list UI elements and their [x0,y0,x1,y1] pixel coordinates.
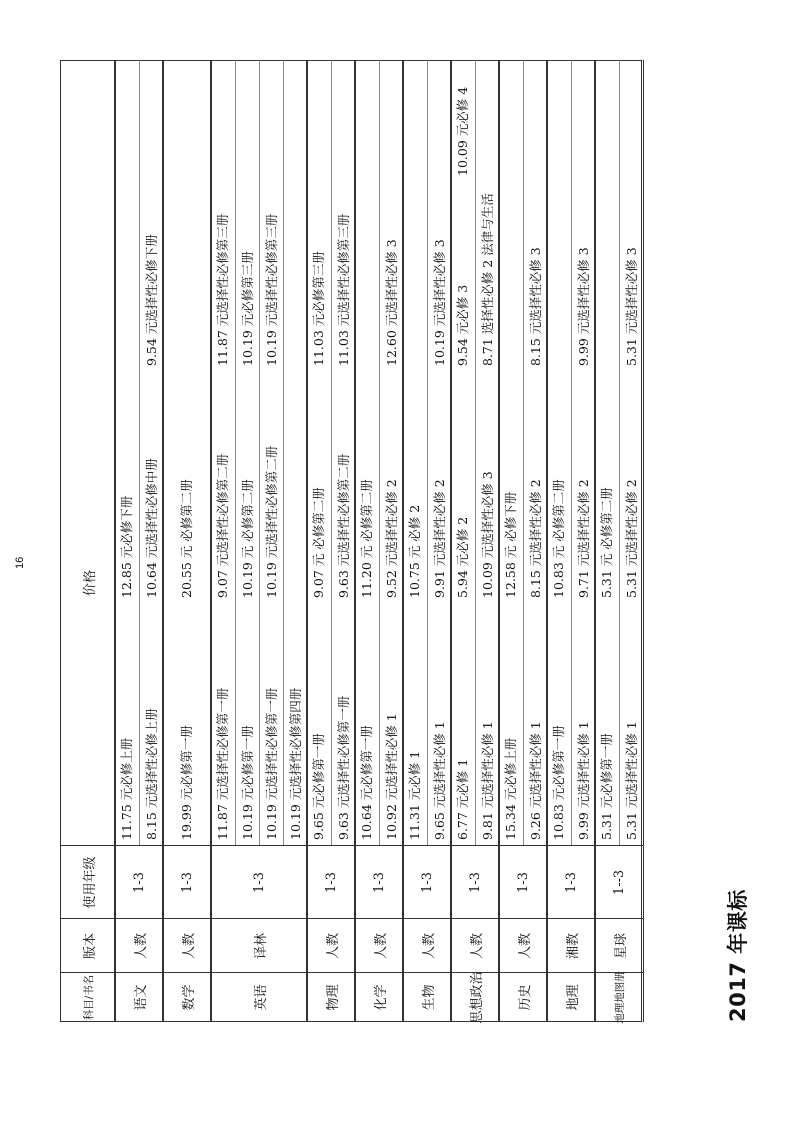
price-entry: 9.81 元选择性必修 1 [480,721,495,840]
price-line [307,60,331,846]
grade-cell: 1-3 [179,872,195,893]
page-title: 2017 年课标 [726,889,750,1022]
price-entry: 11.20 元 必修第二册 [359,479,374,598]
publisher-cell: 湘教 [565,933,581,960]
price-entry: 12.60 元选择性必修 3 [384,239,399,366]
price-line [403,60,427,846]
price-entry: 10.09 元选择性必修 3 [480,471,495,598]
price-entry: 9.07 元选择性必修第二册 [215,453,230,598]
grade-cell: 1-3 [563,872,579,893]
subject-cell: 地理 [565,984,581,1011]
price-entry: 8.15 元选择性必修上册 [144,708,159,840]
subject-cell: 化学 [373,984,389,1011]
price-line [427,60,452,846]
price-entry: 9.65 元必修第一册 [311,733,326,840]
price-entry: 10.19 元选择性必修第一册 [264,687,279,840]
publisher-cell: 人教 [469,933,485,960]
price-entry: 12.85 元必修下册 [119,495,134,598]
price-entry: 10.75 元 必修 2 [407,504,422,598]
price-entry: 11.87 元选择性必修第一册 [215,687,230,840]
price-entry: 8.15 元选择性必修 2 [528,479,543,598]
subject-cell: 地理地图册 [613,971,626,1024]
price-line [175,60,199,846]
subject-cell: 生物 [421,984,437,1011]
price-entry: 10.19 元选择性必修第二册 [264,445,279,598]
subject-cell: 思想政治 [469,971,485,1024]
price-entry: 10.64 元必修第一册 [359,725,374,840]
price-entry: 10.92 元选择性必修 1 [384,713,399,840]
subject-cell: 语文 [133,984,149,1011]
price-line [115,60,139,846]
subject-cell: 物理 [325,984,341,1011]
price-entry: 10.19 元 必修第二册 [240,479,255,598]
table-row [210,60,308,1022]
price-entry: 10.19 元必修第三册 [240,251,255,366]
price-entry: 9.63 元选择性必修第一册 [336,695,351,840]
grade-cell: 1-3 [419,872,435,893]
price-line [547,60,571,846]
table-row [306,60,356,1022]
table-row [162,60,212,1022]
grade-cell: 1-3 [467,872,483,893]
price-line [499,60,523,846]
table-row [498,60,548,1022]
price-entry: 6.77 元必修 1 [455,758,470,840]
price-entry: 5.31 元选择性必修 3 [624,247,639,366]
price-entry: 9.71 元选择性必修 2 [576,479,591,598]
price-entry: 19.99 元必修第一册 [179,725,194,840]
grade-cell: 1-3 [371,872,387,893]
table-row [402,60,452,1022]
subject-cell: 数学 [181,984,197,1011]
publisher-cell: 人教 [325,933,341,960]
price-entry: 10.19 元选择性必修第三册 [264,213,279,366]
price-entry: 9.54 元选择性必修下册 [144,234,159,366]
price-line [211,60,235,846]
table-row [114,60,164,1022]
grade-cell: 1-3 [131,872,147,893]
price-entry: 5.31 元选择性必修 1 [624,721,639,840]
price-entry: 12.58 元 必修下册 [503,491,518,598]
subject-cell: 历史 [517,984,533,1011]
price-entry: 9.91 元选择性必修 2 [432,479,447,598]
price-entry: 10.19 元选择性必修第四册 [288,687,303,840]
price-line [139,60,164,846]
price-line [595,60,619,846]
price-line [475,60,500,846]
price-entry: 5.31 元选择性必修 2 [624,479,639,598]
price-line [379,60,404,846]
price-line [283,60,308,846]
price-entry: 8.15 元选择性必修 3 [528,247,543,366]
price-entry: 11.87 元选择性必修第三册 [215,213,230,366]
price-line [331,60,356,846]
price-entry: 10.83 元 必修第二册 [551,479,566,598]
header-publisher: 版本 [82,933,98,960]
publisher-cell: 译林 [253,933,269,960]
table-row [594,60,644,1022]
price-entry: 10.64 元选择性必修中册 [144,458,159,598]
grade-cell: 1-3 [515,872,531,893]
table-row [546,60,596,1022]
price-entry: 9.07 元 必修第二册 [311,487,326,598]
table-row [450,60,500,1022]
publisher-cell: 星球 [613,933,629,960]
publisher-cell: 人教 [373,933,389,960]
price-line [259,60,284,846]
price-entry: 9.63 元选择性必修第二册 [336,453,351,598]
header-subject: 科目/书名 [82,974,95,1021]
price-entry: 11.03 元选择性必修第三册 [336,213,351,366]
price-entry: 5.31 元必修第一册 [599,733,614,840]
price-entry: 9.65 元选择性必修 1 [432,721,447,840]
subject-cell: 英语 [253,984,269,1011]
price-entry: 11.31 元必修 1 [407,750,422,840]
header-price: 价格 [82,569,98,596]
price-line [451,60,475,846]
grade-cell: 1-3 [323,872,339,893]
price-entry: 15.34 元必修上册 [503,737,518,840]
publisher-cell: 人教 [517,933,533,960]
header-grade: 使用年级 [82,856,98,909]
price-entry: 10.83 元必修第一册 [551,725,566,840]
table-row [354,60,404,1022]
price-entry: 11.03 元必修第三册 [311,251,326,366]
publisher-cell: 人教 [421,933,437,960]
grade-cell: 1-3 [251,872,267,893]
price-entry: 5.94 元必修 2 [455,516,470,598]
price-entry: 9.99 元选择性必修 1 [576,721,591,840]
header-row [60,60,116,1022]
price-line [355,60,379,846]
price-entry: 9.52 元选择性必修 2 [384,479,399,598]
price-entry: 5.31 元 必修第二册 [599,487,614,598]
price-entry: 9.54 元必修 3 [455,284,470,366]
price-entry: 20.55 元 必修第二册 [179,479,194,598]
price-entry: 9.26 元选择性必修 1 [528,721,543,840]
price-entry: 11.75 元必修上册 [119,737,134,840]
price-entry: 8.71 选择性必修 2 法律与生活 [480,193,495,366]
price-entry: 10.19 元必修第一册 [240,725,255,840]
price-line [235,60,260,846]
price-line [571,60,596,846]
price-line [619,60,644,846]
page-number: 16 [14,556,26,569]
grade-cell: 1--3 [611,869,627,896]
price-entry: 10.19 元选择性必修 3 [432,239,447,366]
price-line [523,60,548,846]
price-table [60,60,714,1022]
price-entry: 9.99 元选择性必修 3 [576,247,591,366]
publisher-cell: 人教 [133,933,149,960]
publisher-cell: 人教 [181,933,197,960]
price-entry: 10.09 元必修 4 [455,86,470,176]
